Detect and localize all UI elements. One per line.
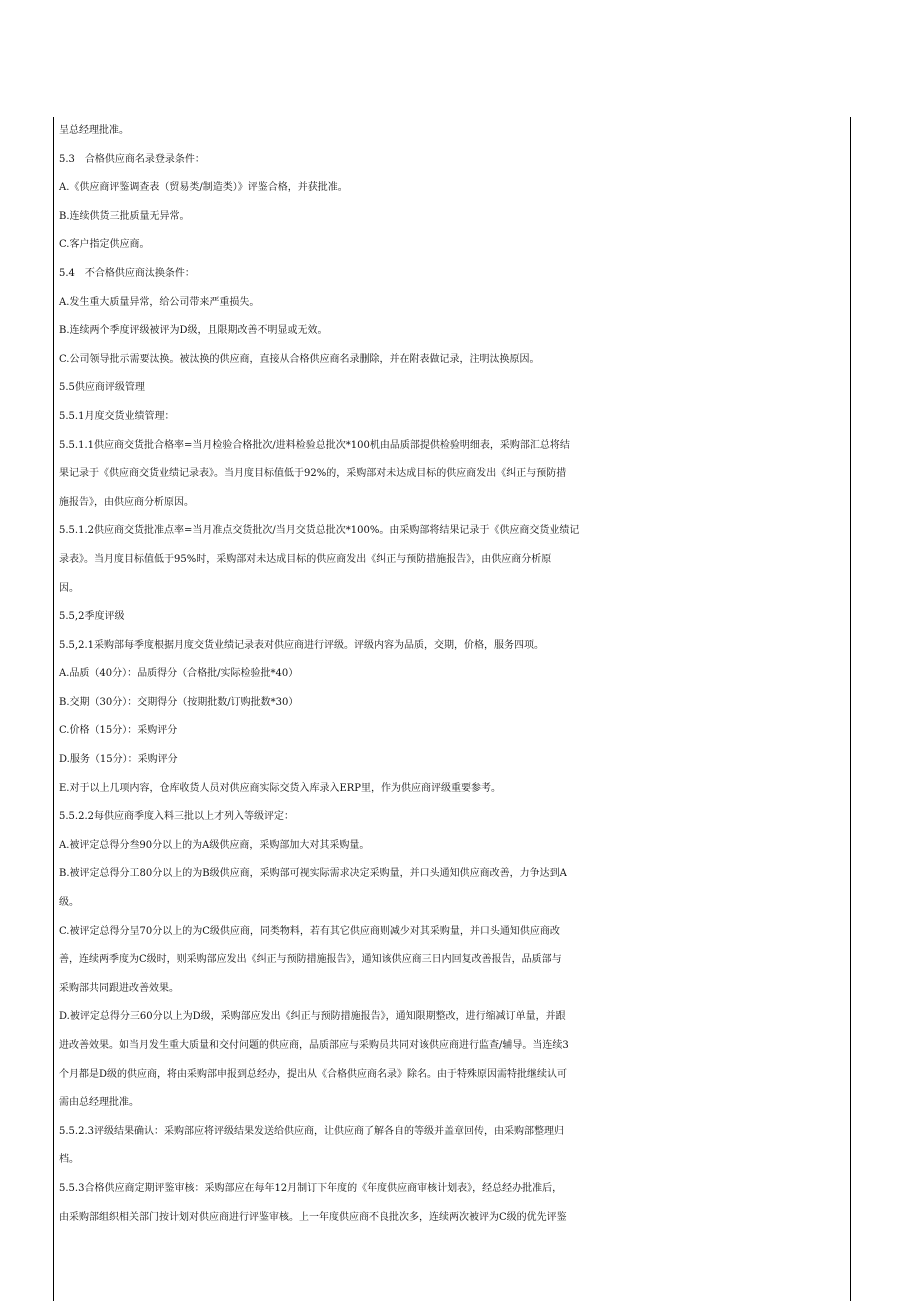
- text-line: C.客户指定供应商。: [59, 239, 150, 251]
- text-line: 善，连续两季度为C级时，则采购部应发出《纠正与预防措施报告》，通知该供应商三日内回复改善报告，品质部与: [59, 954, 562, 966]
- text-line: 果记录于《供应商交货业绩记录表》。当月度目标值低于92%的，采购部对未达成目标的供应商发出《纠正与预防措: [59, 468, 567, 480]
- text-line: C.公司领导批示需要汰换。被汰换的供应商，直接从合格供应商名录删除，并在附表做记录，注明汰换原因。: [59, 353, 540, 365]
- text-line: 5.5,2季度评级: [59, 611, 125, 623]
- text-line: 进改善效果。如当月发生重大质量和交付问题的供应商，品质部应与采购员共同对该供应商进行监查/辅导。当连续3: [59, 1040, 569, 1051]
- document-frame: [53, 117, 851, 1301]
- text-line: A.发生重大质量异常，给公司带来严重损失。: [59, 296, 260, 308]
- text-line: 施报告》，由供应商分析原因。: [59, 496, 194, 508]
- text-line: 录表》。当月度目标值低于95%时，采购部对未达成目标的供应商发出《纠正与预防措施报告》，由供应商分析原: [59, 553, 552, 565]
- text-line: 由采购部组织相关部门按计划对供应商进行评鉴审核。上一年度供应商不良批次多，连续两次被评为C级的优先评鉴: [59, 1211, 567, 1223]
- text-line: D.服务（15分）：采购评分: [59, 754, 178, 766]
- text-line: 5.5.2.3评级结果确认：采购部应将评级结果发送给供应商，让供应商了解各自的等级并盖章回传，由采购部整理归: [59, 1125, 564, 1137]
- text-line: C.被评定总得分呈70分以上的为C级供应商，同类物料，若有其它供应商则减少对其采购量，并口头通知供应商改: [59, 925, 560, 937]
- text-line: 5.5.2.2每供应商季度入料三批以上才列入等级评定：: [59, 811, 294, 823]
- text-line: B.连续两个季度评级被评为D级，且限期改善不明显或无效。: [59, 325, 328, 337]
- text-line: 5.5.3合格供应商定期评鉴审核：采购部应在每年12月制订下年度的《年度供应商审核计划表》，经总经办批准后，: [59, 1182, 563, 1194]
- text-line: A.品质（40分）：品质得分（合格批/实际检验批*40）: [59, 668, 299, 680]
- text-line: 5.5.1.2供应商交货批准点率=当月准点交货批次/当月交货总批次*100%。由采购部将结果记录于《供应商交货业绩记: [59, 525, 580, 537]
- text-line: 需由总经理批准。: [59, 1097, 139, 1109]
- text-line: 5.5,2.1采购部每季度根据月度交货业绩记录表对供应商进行评级。评级内容为品质，交期，价格，服务四项。: [59, 639, 544, 651]
- text-line: 5.4 不合格供应商汰换条件：: [59, 267, 195, 279]
- document-body: [59, 117, 849, 1232]
- text-line: B.被评定总得分工80分以上的为B级供应商，采购部可视实际需求决定采购量，并口头通知供应商改善，力争达到A: [59, 868, 567, 880]
- text-line: 5.3 合格供应商名录登录条件：: [59, 153, 205, 165]
- text-line: 5.5.1.1供应商交货批合格率=当月检验合格批次/进料检验总批次*100机由品质部提供检验明细表，采购部汇总将结: [59, 439, 570, 451]
- text-line: 级。: [59, 897, 79, 909]
- text-line: B.交期（30分）：交期得分（按期批数/订购批数*30）: [59, 696, 299, 708]
- text-line: A.《供应商评鉴调查表（贸易类/制造类）》评鉴合格，并获批准。: [59, 182, 348, 194]
- text-line: 采购部共同跟进改善效果。: [59, 982, 179, 994]
- text-line: C.价格（15分）：采购评分: [59, 725, 178, 737]
- text-line: 因。: [59, 582, 79, 594]
- text-line: 档。: [59, 1154, 79, 1166]
- text-line: A.被评定总得分叁90分以上的为A级供应商，采购部加大对其采购量。: [59, 839, 370, 851]
- text-line: B.连续供货三批质量无异常。: [59, 210, 190, 222]
- text-line: 5.5.1月度交货业绩管理：: [59, 410, 175, 422]
- text-line: 呈总经理批准。: [59, 125, 129, 136]
- text-line: 5.5供应商评级管理: [59, 382, 145, 394]
- text-line: E.对于以上几项内容，仓库收货人员对供应商实际交货入库录入ERP里，作为供应商评级重要参考。: [59, 782, 502, 794]
- text-line: D.被评定总得分三60分以上为D级，采购部应发出《纠正与预防措施报告》，通知限期整改，进行缩减订单量，并跟: [59, 1011, 566, 1023]
- text-line: 个月都是D级的供应商，将由采购部申报到总经办，提出从《合格供应商名录》除名。由于特殊原因需特批继续认可: [59, 1068, 568, 1080]
